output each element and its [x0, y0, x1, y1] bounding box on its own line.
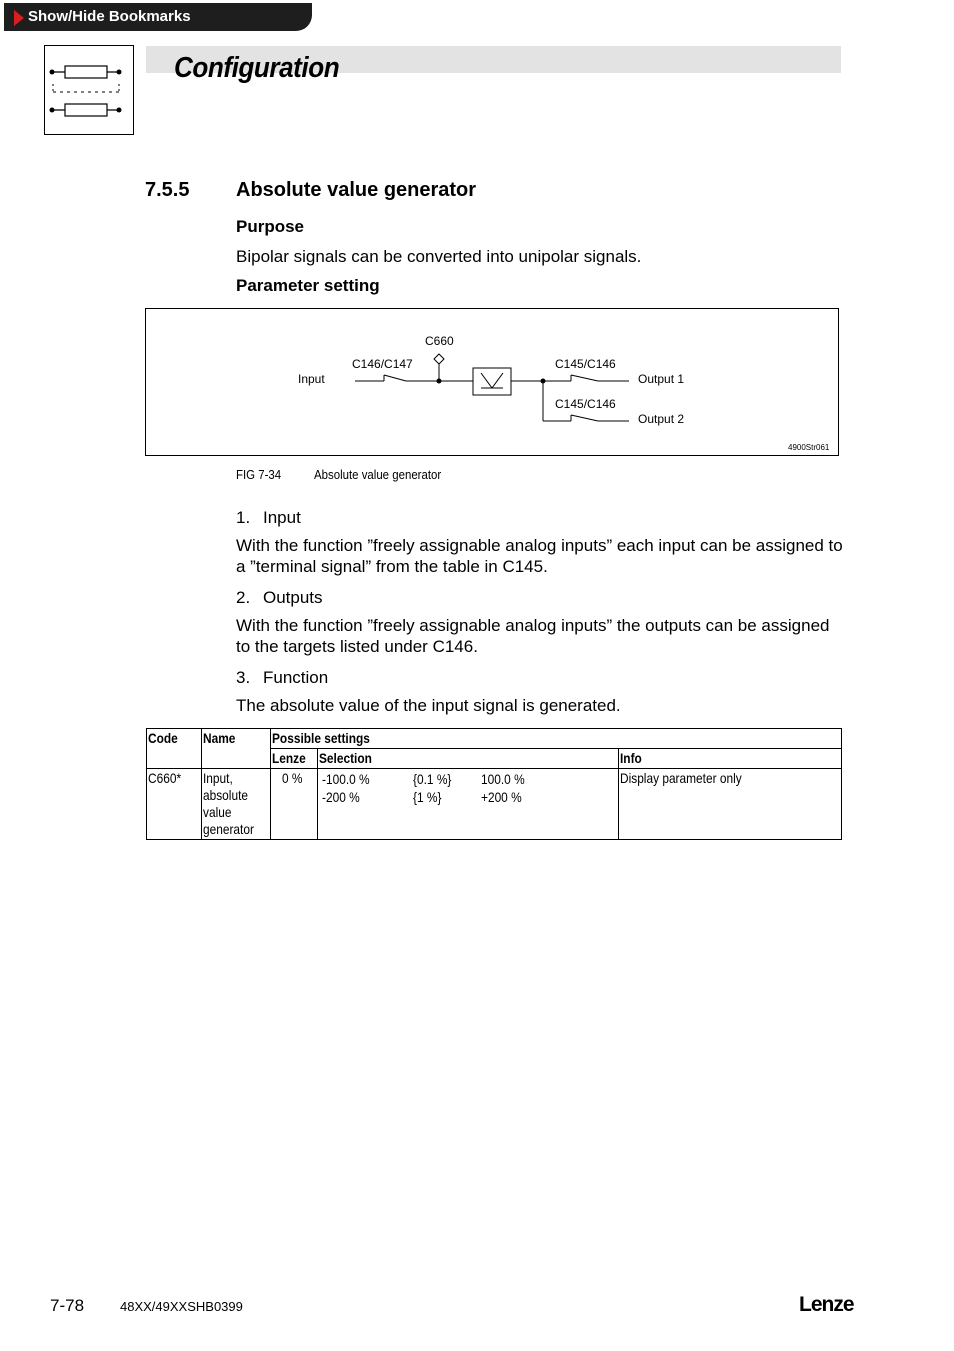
sel2-max: +200 %	[481, 789, 522, 805]
item-1-number: 1.	[236, 508, 251, 527]
c660-label: C660	[425, 334, 454, 348]
bookmark-label: Show/Hide Bookmarks	[28, 8, 191, 25]
cell-name-line-3: value	[203, 804, 232, 820]
document-id: 48XX/49XXSHB0399	[120, 1299, 243, 1314]
sel1-step: {0.1 %}	[413, 771, 452, 787]
lenze-logo: Lenze	[799, 1293, 854, 1316]
configuration-icon	[44, 45, 134, 135]
purpose-heading: Purpose	[236, 217, 305, 236]
block-diagram	[145, 308, 839, 456]
item-3-title: Function	[263, 668, 329, 687]
sel1-min: -100.0 %	[322, 771, 370, 787]
input-label: Input	[298, 372, 325, 386]
show-hide-bookmarks-button[interactable]	[4, 3, 312, 31]
cell-name-line-2: absolute	[203, 787, 248, 803]
cell-name-line-1: Input,	[203, 770, 233, 786]
terminal-diagram-icon	[45, 46, 135, 136]
page-number: 7-78	[50, 1296, 85, 1315]
section-number: 7.5.5	[145, 179, 190, 201]
item-3-number: 3.	[236, 668, 251, 687]
header-possible-settings: Possible settings	[272, 730, 370, 746]
sel1-max: 100.0 %	[481, 771, 525, 787]
cell-name-line-4: generator	[203, 821, 254, 837]
diagram-reference: 4900Str061	[788, 443, 830, 452]
figure-caption: Absolute value generator	[314, 467, 442, 482]
c145-c146-label-bottom: C145/C146	[555, 397, 616, 411]
header-info: Info	[620, 750, 642, 766]
figure-number: FIG 7-34	[236, 467, 282, 482]
item-2-text: With the function ”freely assignable analog inputs” the outputs can be assigned to the targets listed under C146.	[236, 616, 830, 656]
item-3-text: The absolute value of the input signal is generated.	[236, 696, 621, 715]
cell-info: Display parameter only	[620, 770, 742, 786]
cell-code: C660*	[148, 770, 182, 786]
output1-label: Output 1	[638, 372, 685, 386]
header-name: Name	[203, 730, 236, 746]
sel2-min: -200 %	[322, 789, 360, 805]
header-lenze: Lenze	[272, 750, 306, 766]
triangle-right-icon	[14, 10, 24, 26]
c146-c147-label: C146/C147	[352, 357, 413, 371]
item-1-title: Input	[263, 508, 301, 527]
header-code: Code	[148, 730, 178, 746]
c145-c146-label-top: C145/C146	[555, 357, 616, 371]
page-title: Configuration	[174, 52, 340, 84]
item-2-number: 2.	[236, 588, 251, 607]
parameter-table	[146, 728, 842, 840]
purpose-text: Bipolar signals can be converted into unipolar signals.	[236, 247, 642, 266]
item-2-title: Outputs	[263, 588, 323, 607]
header-selection: Selection	[319, 750, 372, 766]
item-1-text: With the function ”freely assignable analog inputs” each input can be assigned to a ”terminal signal” from the table in C145.	[236, 536, 843, 576]
sel2-step: {1 %}	[413, 789, 442, 805]
table-row	[147, 769, 842, 840]
parameter-setting-heading: Parameter setting	[236, 276, 380, 295]
section-title: Absolute value generator	[236, 179, 477, 201]
diagram-lines	[146, 309, 840, 457]
output2-label: Output 2	[638, 412, 685, 426]
cell-lenze: 0 %	[281, 770, 303, 786]
